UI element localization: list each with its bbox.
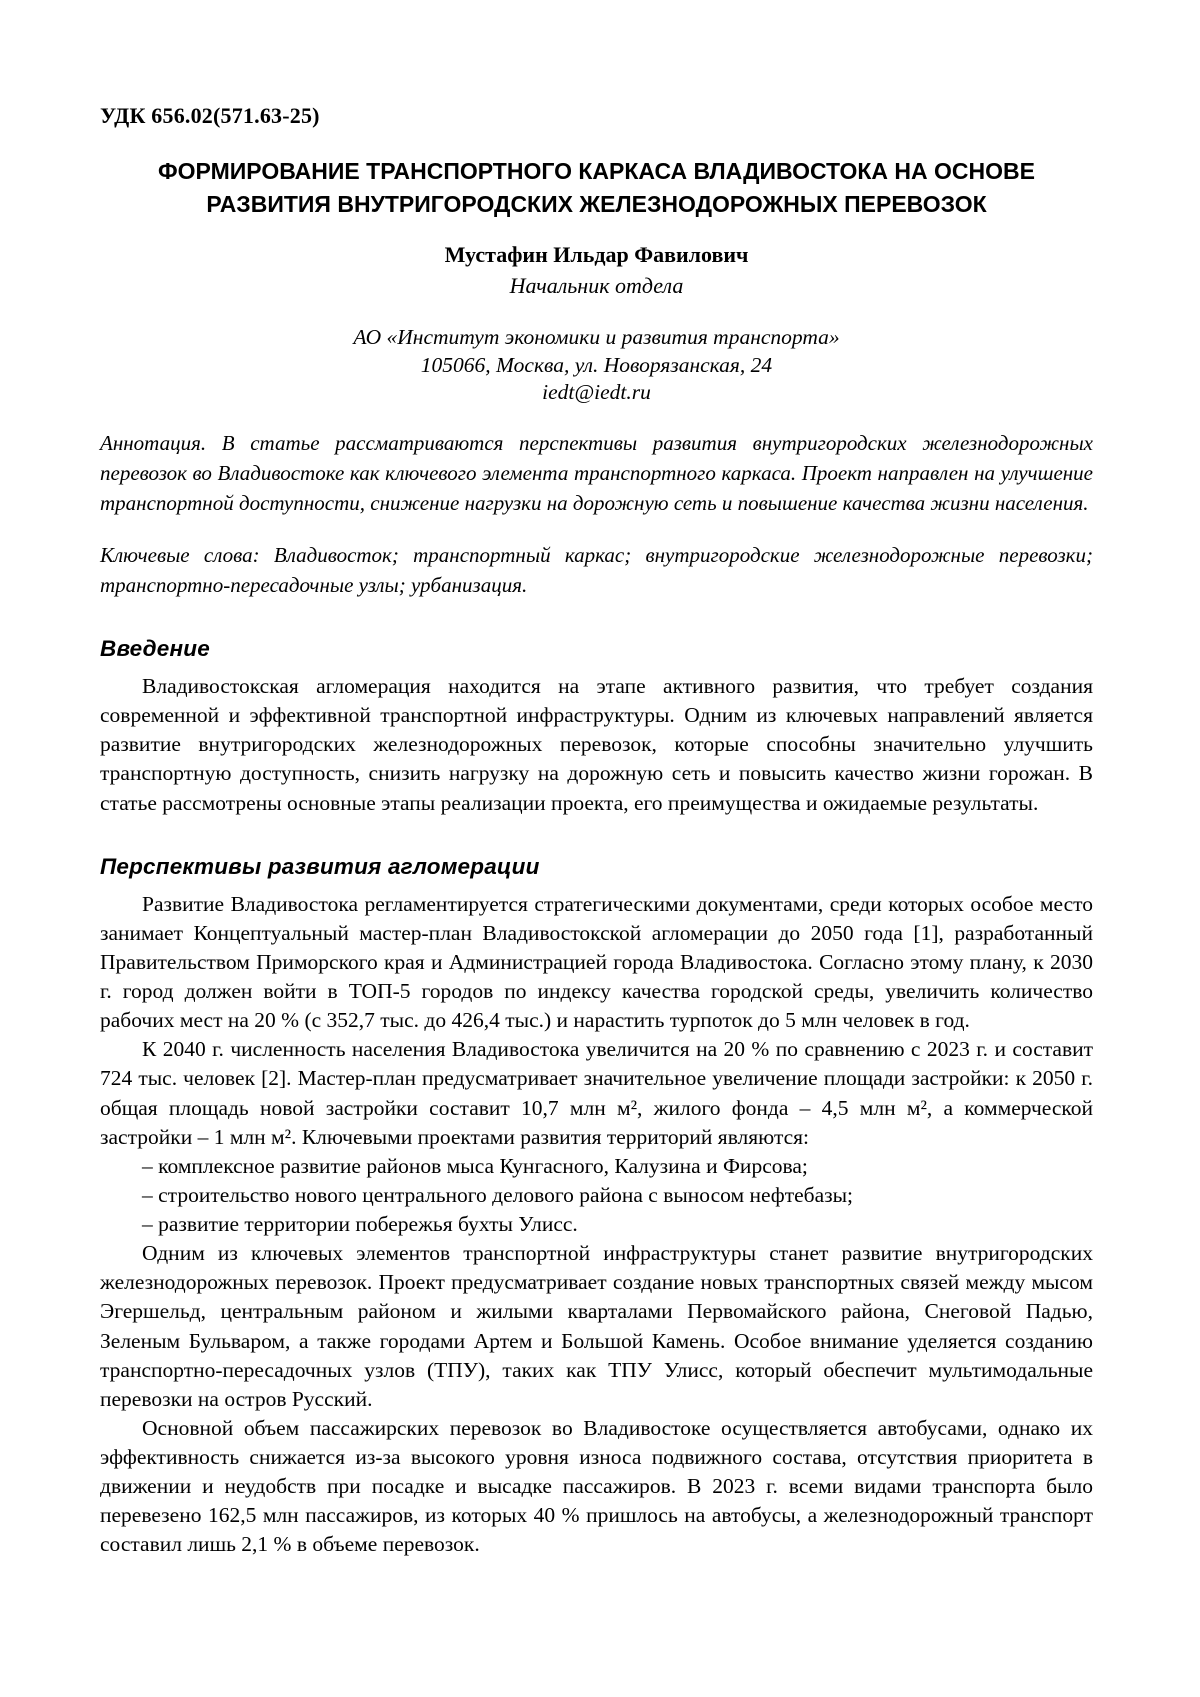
article-title-line-1: ФОРМИРОВАНИЕ ТРАНСПОРТНОГО КАРКАСА ВЛАДИВОСТОКА НА ОСНОВЕ: [158, 158, 1035, 184]
section-heading-introduction: Введение: [100, 636, 210, 662]
list-item: – развитие территории побережья бухты Улисс.: [142, 1212, 578, 1237]
author-position: Начальник отдела: [509, 273, 684, 299]
prospects-paragraph-3: Одним из ключевых элементов транспортной инфраструктуры станет развитие внутригородских железнодорожных перевозок. Проект предусматривает создание новых транспортных связей между мысом Эгершельд, центральным районом и жилыми кварталами Первомайского района, Снеговой Падью, Зеленым Бульваром, а также городами Артем и Большой Камень. Особое внимание уделяется созданию транспортно-пересадочных узлов (ТПУ), таких как ТПУ Улисс, который обеспечит мультимодальные перевозки на остров Русский.: [100, 1241, 1093, 1411]
article-title-line-2: РАЗВИТИЯ ВНУТРИГОРОДСКИХ ЖЕЛЕЗНОДОРОЖНЫХ ПЕРЕВОЗОК: [206, 190, 987, 217]
prospects-paragraph-2: К 2040 г. численность населения Владивостока увеличится на 20 % по сравнению с 2023 г. и составит 724 тыс. человек [2]. Мастер-план предусматривает значительное увеличение площади застройки: к 2050 г. общая площадь новой застройки составит 10,7 млн м², жилого фонда – 4,5 млн м², а коммерческой застройки – 1 млн м². Ключевыми проектами развития территорий являются:: [100, 1037, 1093, 1149]
prospects-paragraph-1: Развитие Владивостока регламентируется стратегическими документами, среди которых особое место занимает Концептуальный мастер-план Владивостокской агломерации до 2050 года [1], разработанный Правительством Приморского края и Администрацией города Владивостока. Согласно этому плану, к 2030 г. город должен войти в ТОП-5 городов по индексу качества городской среды, увеличить количество рабочих мест на 20 % (с 352,7 тыс. до 426,4 тыс.) и нарастить турпоток до 5 млн человек в год.: [100, 891, 1093, 1033]
article-title: [100, 155, 1093, 220]
abstract-paragraph: Аннотация. В статье рассматриваются перспективы развития внутригородских железнодорожных перевозок во Владивостоке как ключевого элемента транспортного каркаса. Проект направлен на улучшение транспортной доступности, снижение нагрузки на дорожную сеть и повышение качества жизни населения.: [100, 430, 1093, 516]
organization-address: 105066, Москва, ул. Новорязанская, 24: [420, 352, 773, 377]
keywords-paragraph: Ключевые слова: Владивосток; транспортный каркас; внутригородские железнодорожные перевозки; транспортно-пересадочные узлы; урбанизация.: [100, 542, 1093, 597]
author-name: Мустафин Ильдар Фавилович: [444, 242, 749, 268]
list-item: – комплексное развитие районов мыса Кунгасного, Калузина и Фирсова;: [142, 1153, 808, 1178]
prospects-paragraph-4: Основной объем пассажирских перевозок во Владивостоке осуществляется автобусами, однако их эффективность снижается из-за высокого уровня износа подвижного состава, отсутствия приоритета в движении и неудобств при посадке и высадке пассажиров. В 2023 г. всеми видами транспорта было перевезено 162,5 млн пассажиров, из которых 40 % пришлось на автобусы, а железнодорожный транспорт составил лишь 2,1 % в объеме перевозок.: [100, 1415, 1093, 1557]
organization-email: iedt@iedt.ru: [542, 380, 651, 405]
key-projects-list: [100, 1152, 1093, 1239]
section-heading-prospects: Перспективы развития агломерации: [100, 853, 540, 879]
list-item: – строительство нового центрального делового района с выносом нефтебазы;: [142, 1182, 854, 1207]
introduction-paragraph: Владивостокская агломерация находится на этапе активного развития, что требует создания современной и эффективной транспортной инфраструктуры. Одним из ключевых направлений является развитие внутригородских железнодорожных перевозок, которые способны значительно улучшить транспортную доступность, снизить нагрузку на дорожную сеть и повысить качество жизни горожан. В статье рассмотрены основные этапы реализации проекта, его преимущества и ожидаемые результаты.: [100, 674, 1093, 815]
udc-code: УДК 656.02(571.63-25): [100, 103, 320, 128]
affiliation-block: [100, 324, 1093, 407]
organization-name: АО «Институт экономики и развития транспорта»: [353, 325, 840, 350]
